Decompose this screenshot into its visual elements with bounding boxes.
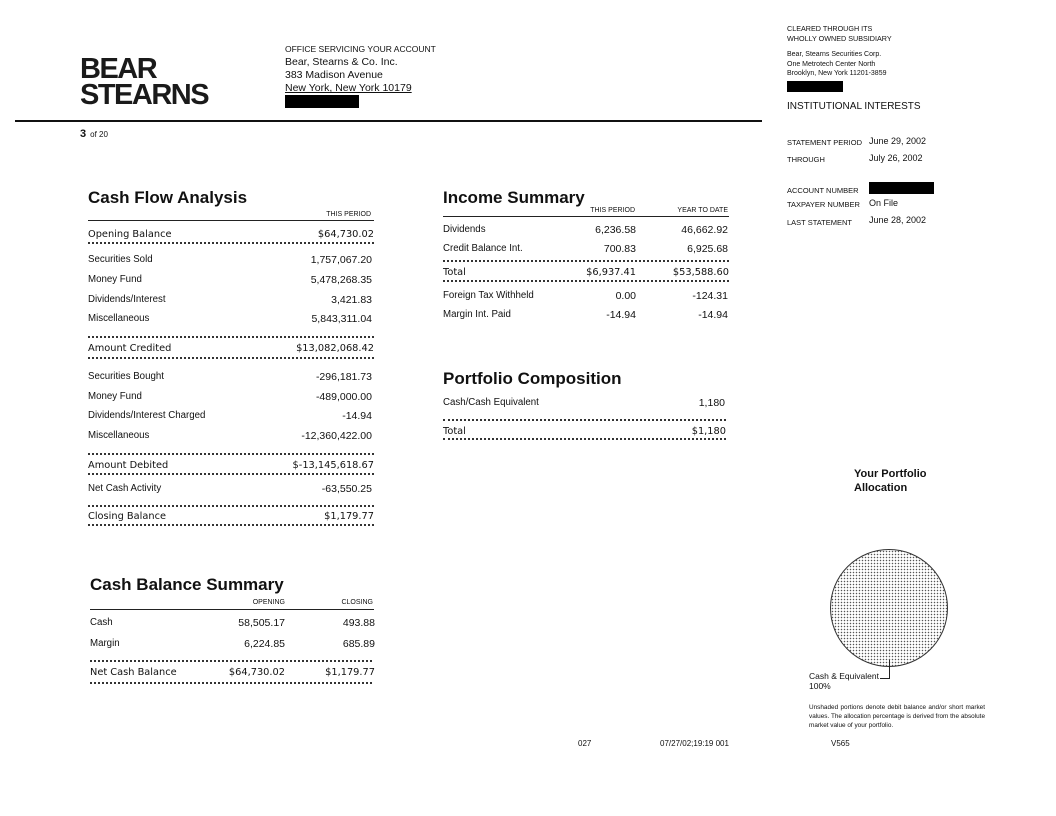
- dotted-divider: [88, 505, 374, 507]
- cash-flow-label: Money Fund: [88, 274, 142, 285]
- income-col-ytd: YEAR TO DATE: [677, 207, 728, 214]
- dotted-divider: [90, 682, 372, 684]
- cash-flow-value: $13,082,068.42: [296, 343, 374, 354]
- dotted-divider: [443, 438, 726, 440]
- dotted-divider: [88, 453, 374, 455]
- income-label: Margin Int. Paid: [443, 309, 511, 320]
- subsidiary-name: Bear, Stearns Securities Corp.: [787, 51, 882, 58]
- office-name: Bear, Stearns & Co. Inc.: [285, 56, 398, 68]
- cash-flow-value: -63,550.25: [321, 483, 372, 495]
- divider: [88, 220, 374, 221]
- account-number-redacted: [869, 182, 934, 194]
- cash-flow-value: 5,478,268.35: [310, 274, 372, 286]
- cash-balance-closing: 685.89: [342, 638, 375, 650]
- cash-flow-label: Miscellaneous: [88, 430, 150, 441]
- cash-balance-closing: $1,179.77: [325, 667, 375, 678]
- taxpayer-label: TAXPAYER NUMBER: [787, 200, 860, 209]
- page-indicator: [80, 128, 108, 140]
- logo-line-2: STEARNS: [80, 79, 209, 111]
- cash-flow-value: 1,757,067.20: [310, 254, 372, 266]
- account-number-label: ACCOUNT NUMBER: [787, 186, 859, 195]
- dotted-divider: [443, 419, 726, 421]
- footer-timestamp: 07/27/02;19:19 001: [660, 739, 729, 748]
- portfolio-value: $1,180: [691, 426, 726, 437]
- pie-slice-label: [809, 671, 879, 691]
- income-label: Dividends: [443, 224, 486, 235]
- cash-balance-opening: 58,505.17: [238, 617, 285, 629]
- income-col-this-period: THIS PERIOD: [590, 207, 635, 214]
- income-period-value: 700.83: [603, 243, 636, 255]
- dotted-divider: [443, 280, 729, 282]
- pie-leader-line: [880, 678, 890, 679]
- slice-percent: 100%: [809, 681, 831, 691]
- dotted-divider: [88, 524, 374, 526]
- last-statement-label: LAST STATEMENT: [787, 218, 853, 227]
- cash-balance-opening: $64,730.02: [228, 667, 285, 678]
- income-label: Foreign Tax Withheld: [443, 290, 534, 301]
- cash-flow-label: Dividends/Interest Charged: [88, 410, 206, 421]
- office-servicing-block: [285, 43, 436, 112]
- income-period-value: 0.00: [615, 290, 636, 302]
- income-ytd-value: -124.31: [692, 290, 728, 302]
- portfolio-value: 1,180: [698, 397, 725, 409]
- cash-flow-label: Money Fund: [88, 391, 142, 402]
- office-street: 383 Madison Avenue: [285, 69, 383, 81]
- cash-flow-value: -296,181.73: [315, 371, 372, 383]
- cash-flow-value: 3,421.83: [331, 294, 372, 306]
- allocation-title: [854, 467, 927, 495]
- cash-flow-label: Securities Bought: [88, 371, 164, 382]
- portfolio-label: Cash/Cash Equivalent: [443, 397, 539, 408]
- allocation-pie-chart: [830, 549, 948, 667]
- portfolio-composition-title: Portfolio Composition: [443, 369, 622, 388]
- cash-flow-value: $-13,145,618.67: [292, 460, 374, 471]
- cash-flow-value: -14.94: [342, 410, 372, 422]
- income-summary-title: Income Summary: [443, 188, 585, 207]
- income-period-value: 6,236.58: [595, 224, 636, 236]
- account-type: INSTITUTIONAL INTERESTS: [787, 101, 921, 112]
- footer-version: V565: [831, 739, 850, 748]
- income-ytd-value: $53,588.60: [672, 267, 729, 278]
- income-ytd-value: 46,662.92: [681, 224, 728, 236]
- allocation-title-line-1: Your Portfolio: [854, 468, 927, 480]
- cash-flow-label: Amount Debited: [88, 460, 169, 471]
- allocation-title-line-2: Allocation: [854, 482, 908, 494]
- dotted-divider: [443, 260, 729, 262]
- statement-period-label: STATEMENT PERIOD: [787, 138, 863, 147]
- cash-balance-label: Net Cash Balance: [90, 667, 177, 678]
- cash-flow-label: Closing Balance: [88, 511, 166, 522]
- redaction-bar: [285, 95, 359, 108]
- subsidiary-city: Brooklyn, New York 11201-3859: [787, 70, 887, 77]
- cash-flow-value: 5,843,311.04: [311, 313, 372, 325]
- divider: [443, 216, 729, 217]
- dotted-divider: [88, 242, 374, 244]
- statement-period-value: June 29, 2002: [869, 136, 927, 146]
- through-value: July 26, 2002: [869, 153, 923, 163]
- slice-name: Cash & Equivalent: [809, 671, 879, 681]
- income-period-value: -14.94: [606, 309, 636, 321]
- cleared-line-2: WHOLLY OWNED SUBSIDIARY: [787, 33, 892, 43]
- through-label: THROUGH: [787, 155, 825, 164]
- subsidiary-street: One Metrotech Center North: [787, 60, 876, 68]
- pie-leader-line: [889, 660, 890, 678]
- cash-balance-col-closing: CLOSING: [341, 599, 373, 606]
- cash-balance-opening: 6,224.85: [244, 638, 285, 650]
- cash-balance-title: Cash Balance Summary: [90, 575, 284, 594]
- footer-code: 027: [578, 739, 592, 748]
- income-period-value: $6,937.41: [586, 267, 636, 278]
- income-label: Credit Balance Int.: [443, 243, 523, 254]
- cash-flow-value: -12,360,422.00: [301, 430, 372, 442]
- dotted-divider: [90, 660, 372, 662]
- cash-flow-label: Miscellaneous: [88, 313, 150, 324]
- cleared-line-1: CLEARED THROUGH ITS: [787, 24, 873, 33]
- cash-balance-col-opening: OPENING: [252, 599, 285, 606]
- cash-flow-value: $1,179.77: [324, 511, 374, 522]
- redaction-bar: [787, 81, 843, 92]
- cash-flow-value: $64,730.02: [317, 229, 374, 240]
- cash-flow-label: Net Cash Activity: [88, 483, 162, 494]
- cash-balance-closing: 493.88: [342, 617, 375, 629]
- divider: [90, 609, 374, 610]
- last-statement-value: June 28, 2002: [869, 215, 927, 225]
- header-rule: [15, 120, 762, 122]
- clearing-block: [787, 24, 892, 94]
- office-title: OFFICE SERVICING YOUR ACCOUNT: [285, 44, 436, 54]
- taxpayer-value: On File: [869, 198, 899, 208]
- cash-flow-title: Cash Flow Analysis: [88, 188, 248, 207]
- cash-flow-col-header: THIS PERIOD: [326, 211, 371, 218]
- page-number: 3: [80, 128, 87, 140]
- dotted-divider: [88, 473, 374, 475]
- bear-stearns-logo: [80, 53, 209, 111]
- office-city: New York, New York 10179: [285, 82, 412, 94]
- income-ytd-value: -14.94: [698, 309, 728, 321]
- cash-balance-label: Cash: [90, 617, 113, 628]
- portfolio-label: Total: [443, 426, 466, 437]
- cash-flow-label: Opening Balance: [88, 229, 172, 240]
- allocation-note: Unshaded portions denote debit balance and/or short market values. The allocation percentage is derived from the absolute market value of your portfolio.: [809, 704, 985, 729]
- cash-flow-label: Amount Credited: [88, 343, 172, 354]
- page-total: of 20: [90, 130, 108, 139]
- cash-flow-label: Securities Sold: [88, 254, 153, 265]
- cash-flow-value: -489,000.00: [315, 391, 372, 403]
- logo-line-1: BEAR: [80, 53, 157, 85]
- income-ytd-value: 6,925.68: [687, 243, 728, 255]
- dotted-divider: [88, 357, 374, 359]
- dotted-divider: [88, 336, 374, 338]
- income-label: Total: [443, 267, 466, 278]
- cash-balance-label: Margin: [90, 638, 120, 649]
- cash-flow-label: Dividends/Interest: [88, 294, 166, 305]
